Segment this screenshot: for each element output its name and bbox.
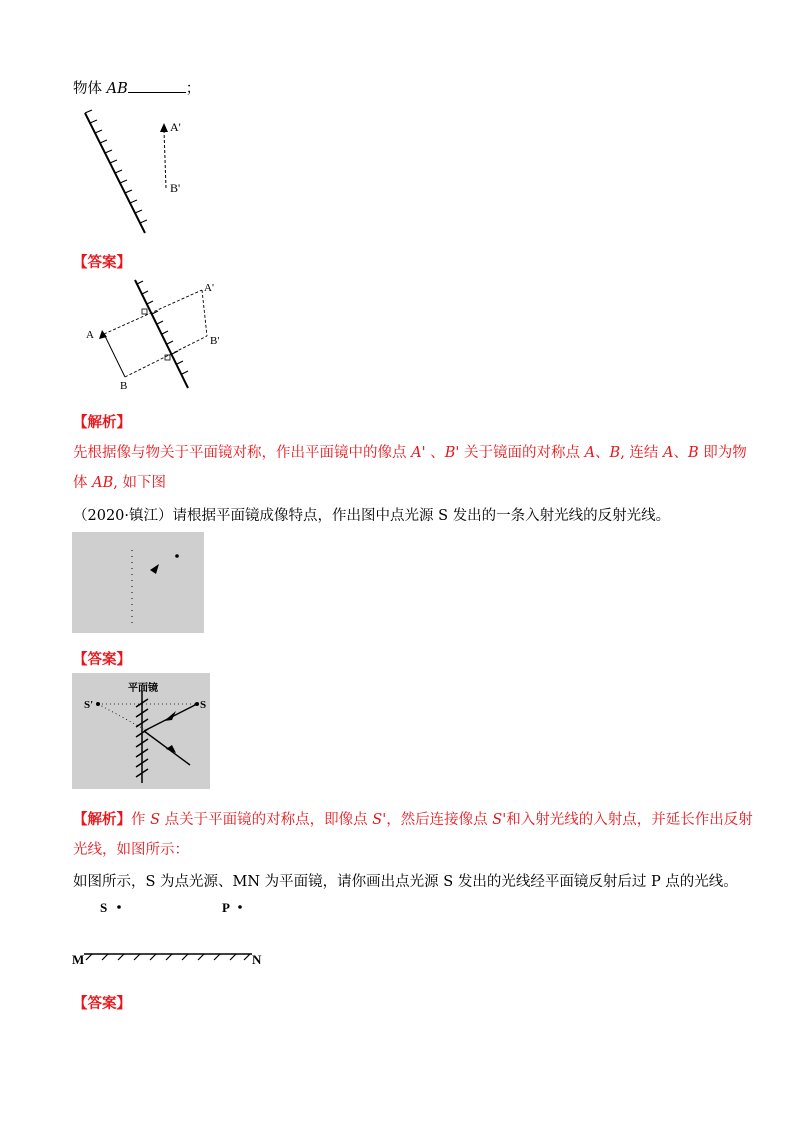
image-point — [96, 702, 100, 706]
answer-label-2: 【答案】 — [73, 651, 131, 668]
q1-ab: AB — [106, 81, 128, 97]
mirror-hatching — [137, 281, 188, 374]
label-p: P — [222, 900, 230, 915]
image-segment — [164, 130, 166, 188]
label-b-prime: B' — [210, 335, 220, 347]
label-b-prime: B' — [170, 181, 181, 195]
analysis-2-line-1: 【解析】作 S 点关于平面镜的对称点，即像点 S'，然后连接像点 S'和入射光线的入射点，并延长作出反射 — [73, 811, 753, 828]
source-point — [117, 905, 121, 909]
question-3 — [73, 872, 738, 892]
right-angle-mark — [142, 309, 147, 314]
label-s-prime: S' — [84, 699, 94, 711]
q1-prefix: 物体 — [73, 81, 107, 97]
figure-question-3 — [70, 896, 270, 971]
label-b: B — [120, 380, 128, 392]
question-2 — [73, 506, 670, 526]
question-3-text: 如图所示，S 为点光源、MN 为平面镜，请你画出点光源 S 发出的光线经平面镜反射后过 P 点的光线。 — [73, 874, 738, 890]
analysis-1-line-1: 先根据像与物关于平面镜对称，作出平面镜中的像点 A' 、B' 关于镜面的对称点 A、B, 连结 A、B 即为物 — [73, 445, 747, 461]
mirror-hatching — [86, 954, 250, 960]
figure-answer-1 — [80, 276, 240, 396]
label-s: S — [200, 699, 207, 711]
answer-label-3: 【答案】 — [73, 995, 131, 1012]
analysis-2-line-2: 光线，如图所示： — [73, 842, 189, 858]
light-source-point — [175, 554, 179, 558]
label-s: S — [100, 900, 108, 915]
answer-label-1: 【答案】 — [73, 254, 131, 271]
mirror-title: 平面镜 — [128, 683, 158, 694]
label-a-prime: A' — [170, 120, 181, 134]
question-2-text: （2020·镇江）请根据平面镜成像特点，作出图中点光源 S 发出的一条入射光线的反射光线。 — [73, 508, 671, 524]
label-m: M — [72, 952, 85, 967]
construction-lines — [104, 290, 207, 377]
q1-text — [73, 78, 200, 99]
figure-answer-2 — [72, 673, 210, 789]
mirror-hatching — [85, 110, 147, 223]
q1-answer-blank — [128, 78, 186, 93]
object-segment — [104, 334, 125, 377]
label-n: N — [252, 952, 262, 967]
q1-suffix: ； — [185, 81, 201, 97]
image-arrow-icon — [160, 123, 168, 132]
analysis-label-1: 【解析】 — [73, 414, 131, 431]
mirror-line — [135, 280, 188, 388]
figure-background — [72, 532, 204, 633]
figure-question-2 — [72, 532, 204, 633]
label-a: A — [86, 329, 94, 341]
label-a-prime: A' — [204, 282, 214, 294]
analysis-1-line-2: 体 AB, 如下图 — [73, 475, 166, 491]
figure-mirror-image — [70, 108, 230, 243]
target-point — [238, 905, 242, 909]
